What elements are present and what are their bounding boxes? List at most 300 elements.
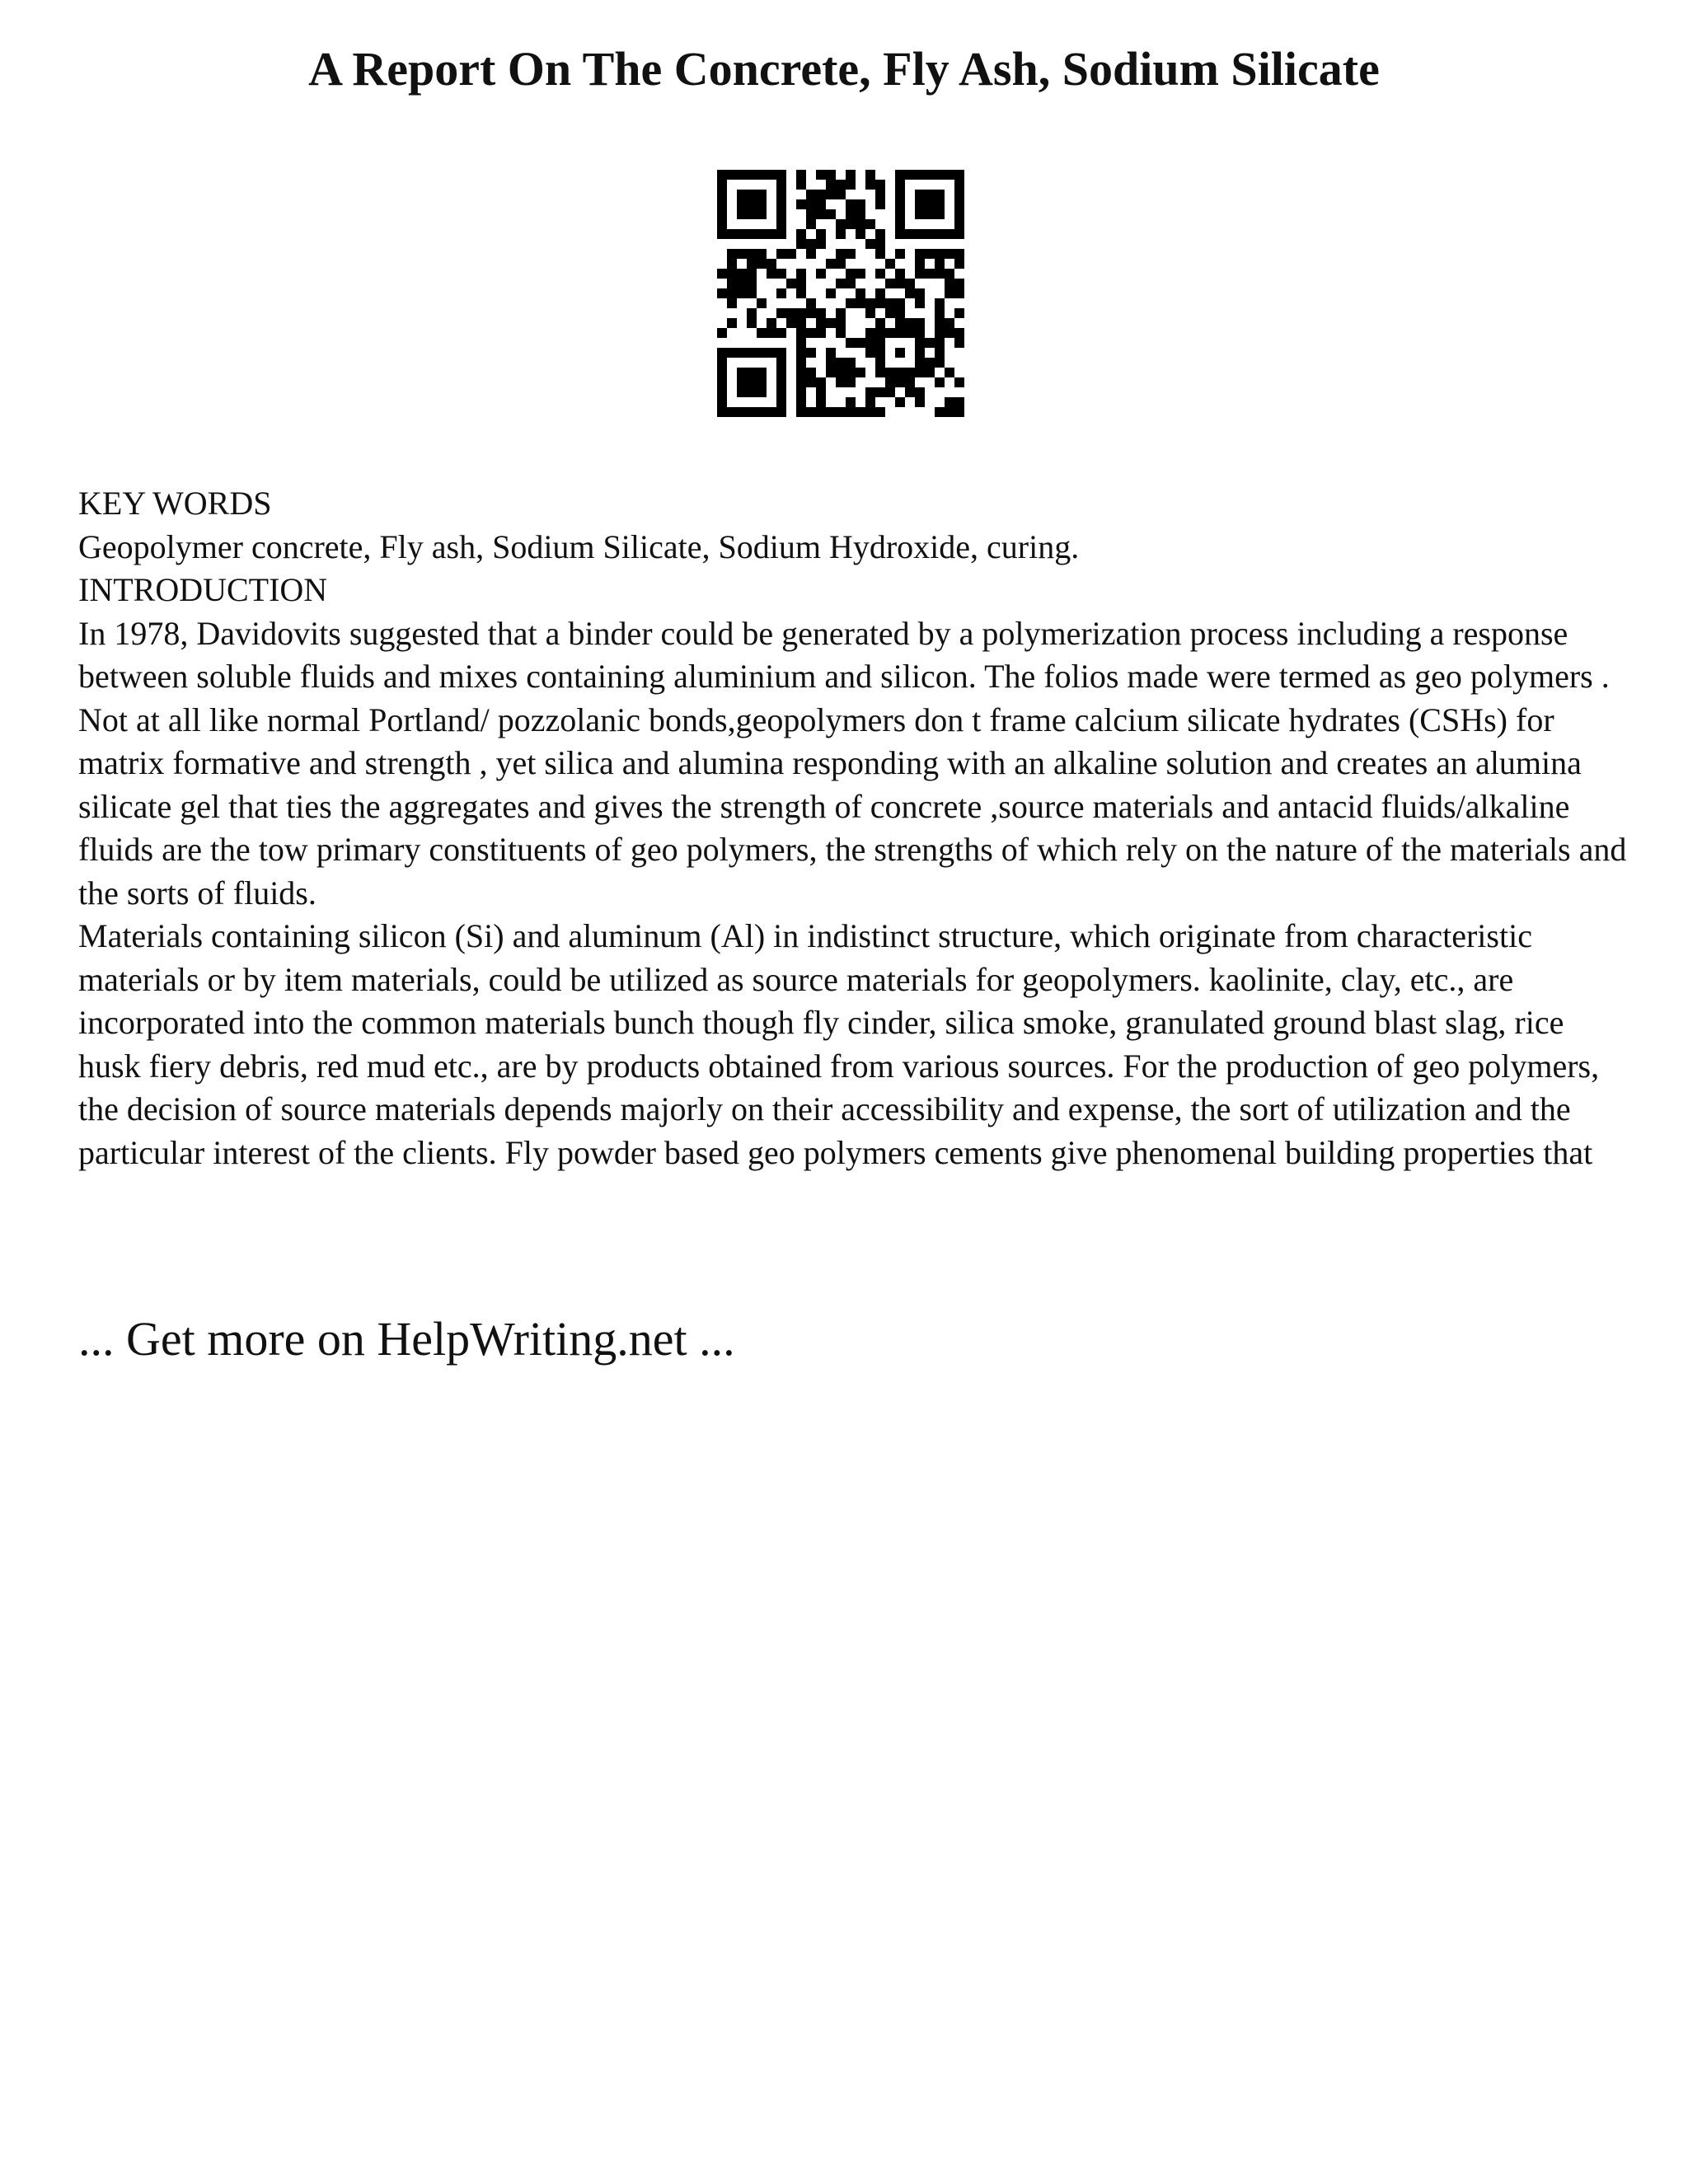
qr-module [915, 209, 925, 219]
qr-module [875, 229, 885, 239]
qr-module [935, 170, 945, 180]
qr-module [945, 279, 954, 288]
qr-module [757, 249, 767, 259]
qr-module [915, 368, 925, 377]
qr-module [895, 199, 905, 209]
qr-module [806, 368, 816, 377]
qr-module [915, 338, 925, 348]
qr-module [776, 269, 786, 279]
qr-module [816, 387, 826, 397]
qr-module [915, 348, 925, 358]
qr-module [895, 397, 905, 407]
qr-module [856, 407, 865, 417]
qr-module [776, 377, 786, 387]
qr-module [925, 358, 935, 368]
qr-module [796, 328, 806, 338]
qr-module [776, 358, 786, 368]
qr-module [747, 209, 757, 219]
qr-module [895, 209, 905, 219]
qr-module [905, 279, 915, 288]
qr-module [954, 279, 964, 288]
qr-module [885, 377, 895, 387]
qr-module [846, 269, 856, 279]
qr-module [776, 180, 786, 190]
qr-module [836, 368, 846, 377]
qr-module [727, 269, 737, 279]
qr-module [796, 308, 806, 318]
qr-module [935, 358, 945, 368]
qr-module [776, 328, 786, 338]
qr-module [757, 298, 767, 308]
qr-module [806, 219, 816, 229]
qr-module [895, 170, 905, 180]
qr-module [806, 407, 816, 417]
qr-module [935, 199, 945, 209]
qr-module [717, 269, 727, 279]
qr-module [915, 170, 925, 180]
qr-module [796, 239, 806, 249]
qr-module [836, 279, 846, 288]
qr-module [836, 318, 846, 328]
qr-module [796, 288, 806, 298]
qr-module [717, 288, 727, 298]
paragraph: Materials containing silicon (Si) and aluminum (Al) in indistinct structure, which originate from characteristic materials or by item materials, could be utilized as source materials for geopolymers. kaolinite, clay, etc., are incorporated into the common materials bunch though fly cinder, silica smoke, granulated ground blast slag, rice husk fiery debris, red mud etc., are by products obtained from various sources. For the production of geo polymers, the decision of source materials depends majorly on their accessibility and expense, the sort of utilization and the particular interest of the clients. Fly powder based geo polymers cements give phenomenal building properties that [78, 917, 1600, 1171]
qr-module [727, 407, 737, 417]
qr-module [945, 288, 954, 298]
qr-module [757, 209, 767, 219]
qr-module [875, 249, 885, 259]
qr-module [826, 190, 836, 199]
qr-module [806, 239, 816, 249]
qr-module [826, 407, 836, 417]
qr-module [954, 180, 964, 190]
qr-module [856, 298, 865, 308]
qr-module [925, 190, 935, 199]
qr-module [945, 407, 954, 417]
qr-module [747, 190, 757, 199]
qr-module [865, 348, 875, 358]
qr-module [935, 269, 945, 279]
qr-module [806, 298, 816, 308]
qr-module [856, 368, 865, 377]
qr-module [846, 397, 856, 407]
qr-module [776, 170, 786, 180]
qr-module [737, 348, 747, 358]
qr-module [915, 190, 925, 199]
qr-module [846, 368, 856, 377]
qr-module [954, 259, 964, 269]
qr-module [865, 180, 875, 190]
qr-module [737, 249, 747, 259]
qr-module [935, 249, 945, 259]
qr-module [776, 308, 786, 318]
qr-module [954, 190, 964, 199]
qr-module [954, 170, 964, 180]
qr-module [776, 229, 786, 239]
qr-module [915, 397, 925, 407]
qr-module [757, 407, 767, 417]
qr-module [737, 279, 747, 288]
qr-module [865, 338, 875, 348]
qr-module [737, 407, 747, 417]
qr-module [836, 249, 846, 259]
qr-module [747, 279, 757, 288]
qr-module [935, 229, 945, 239]
qr-module [915, 358, 925, 368]
qr-module [935, 328, 945, 338]
qr-module [757, 387, 767, 397]
qr-module [747, 170, 757, 180]
qr-module [836, 259, 846, 269]
qr-module [875, 318, 885, 328]
qr-module [915, 229, 925, 239]
qr-module [875, 368, 885, 377]
qr-module [776, 199, 786, 209]
qr-module [776, 288, 786, 298]
qr-module [875, 407, 885, 417]
qr-module [875, 298, 885, 308]
qr-module [737, 288, 747, 298]
qr-module [836, 308, 846, 318]
qr-module [767, 348, 776, 358]
qr-code-graphic [717, 170, 964, 417]
qr-module [796, 199, 806, 209]
qr-module [846, 180, 856, 190]
qr-module [856, 269, 865, 279]
qr-module [846, 407, 856, 417]
qr-module [776, 249, 786, 259]
qr-module [836, 219, 846, 229]
qr-module [776, 209, 786, 219]
qr-module [954, 397, 964, 407]
qr-module [915, 249, 925, 259]
qr-module [717, 180, 727, 190]
qr-module [895, 190, 905, 199]
qr-module [757, 328, 767, 338]
qr-module [954, 199, 964, 209]
qr-module [875, 387, 885, 397]
qr-module [806, 308, 816, 318]
qr-module [816, 209, 826, 219]
qr-module [865, 170, 875, 180]
qr-module [885, 387, 895, 397]
qr-module [875, 199, 885, 209]
qr-module [717, 387, 727, 397]
qr-module [737, 368, 747, 377]
qr-module [796, 269, 806, 279]
qr-module [856, 288, 865, 298]
qr-module [767, 269, 776, 279]
qr-module [846, 377, 856, 387]
qr-module [747, 199, 757, 209]
qr-module [717, 348, 727, 358]
qr-module [856, 338, 865, 348]
qr-module [767, 229, 776, 239]
qr-module [826, 368, 836, 377]
qr-module [796, 229, 806, 239]
qr-module [816, 269, 826, 279]
qr-module [717, 377, 727, 387]
qr-module [935, 338, 945, 348]
qr-module [796, 387, 806, 397]
qr-module [865, 308, 875, 318]
qr-module [796, 279, 806, 288]
qr-module [915, 387, 925, 397]
qr-module [826, 180, 836, 190]
qr-module [925, 249, 935, 259]
qr-module [925, 368, 935, 377]
qr-module [767, 170, 776, 180]
qr-module [905, 377, 915, 387]
qr-module [747, 368, 757, 377]
qr-module [806, 199, 816, 209]
qr-module [846, 209, 856, 219]
qr-module [747, 229, 757, 239]
qr-module [925, 209, 935, 219]
qr-module [935, 407, 945, 417]
qr-module [885, 368, 895, 377]
qr-module [954, 407, 964, 417]
qr-module [945, 229, 954, 239]
qr-module [826, 288, 836, 298]
qr-module [846, 358, 856, 368]
qr-module [806, 190, 816, 199]
qr-module [816, 318, 826, 328]
qr-module [757, 348, 767, 358]
qr-module [915, 288, 925, 298]
qr-module [935, 318, 945, 328]
qr-module [717, 407, 727, 417]
qr-module [816, 397, 826, 407]
qr-module [945, 328, 954, 338]
qr-module [796, 180, 806, 190]
qr-module [954, 328, 964, 338]
qr-module [875, 328, 885, 338]
qr-module [816, 199, 826, 209]
qr-module [875, 239, 885, 249]
qr-module [885, 298, 895, 308]
qr-module [935, 209, 945, 219]
qr-module [826, 259, 836, 269]
qr-module [925, 229, 935, 239]
qr-module [875, 269, 885, 279]
qr-module [796, 397, 806, 407]
qr-module [945, 249, 954, 259]
qr-module [846, 279, 856, 288]
qr-module [747, 249, 757, 259]
qr-module [935, 298, 945, 308]
qr-module [816, 170, 826, 180]
qr-module [915, 298, 925, 308]
qr-module [836, 328, 846, 338]
qr-module [757, 190, 767, 199]
qr-module [865, 387, 875, 397]
qr-module [895, 279, 905, 288]
qr-module [776, 407, 786, 417]
qr-module [954, 338, 964, 348]
qr-module [796, 368, 806, 377]
qr-module [875, 338, 885, 348]
qr-module [895, 298, 905, 308]
paragraph: In 1978, Davidovits suggested that a binder could be generated by a polymerization process including a response between soluble fluids and mixes containing aluminium and silicon. The folios made were termed as geo polymers . Not at all like normal Portland/ pozzolanic bonds,geopolymers don t frame calcium silicate hydrates (CSHs) for matrix formative and strength , yet silica and alumina responding with an alkaline solution and creates an alumina silicate gel that ties the aggregates and gives the strength of concrete ,source materials and antacid fluids/alkaline fluids are the tow primary constituents of geo polymers, the strengths of which rely on the nature of the materials and the sorts of fluids. [78, 614, 1627, 912]
qr-module [865, 328, 875, 338]
qr-module [806, 348, 816, 358]
qr-module [895, 269, 905, 279]
qr-module [737, 387, 747, 397]
qr-module [865, 239, 875, 249]
qr-module [747, 269, 757, 279]
qr-module [954, 308, 964, 318]
qr-module [846, 170, 856, 180]
qr-module [806, 209, 816, 219]
qr-module [945, 397, 954, 407]
get-more-link[interactable]: ... Get more on HelpWriting.net ... [78, 1312, 735, 1366]
qr-module [875, 190, 885, 199]
qr-module [954, 288, 964, 298]
qr-module [885, 279, 895, 288]
qr-module [875, 180, 885, 190]
qr-module [915, 199, 925, 209]
document-title: A Report On The Concrete, Fly Ash, Sodium Silicate [308, 42, 1380, 96]
qr-module [717, 368, 727, 377]
qr-module [816, 328, 826, 338]
qr-module [796, 318, 806, 328]
qr-module [717, 397, 727, 407]
qr-module [727, 288, 737, 298]
qr-module [954, 229, 964, 239]
document-body [78, 482, 1628, 1174]
qr-module [796, 170, 806, 180]
qr-module [717, 190, 727, 199]
qr-module [846, 249, 856, 259]
qr-module [757, 377, 767, 387]
qr-module [905, 368, 915, 377]
qr-module [757, 199, 767, 209]
qr-module [856, 229, 865, 239]
qr-module [954, 249, 964, 259]
qr-module [757, 229, 767, 239]
qr-module [727, 229, 737, 239]
qr-module [747, 407, 757, 417]
qr-module [935, 190, 945, 199]
introduction-heading: INTRODUCTION [78, 571, 328, 608]
qr-module [915, 318, 925, 328]
qr-module [836, 407, 846, 417]
qr-module [776, 397, 786, 407]
qr-module [816, 239, 826, 249]
qr-module [856, 199, 865, 209]
qr-module [945, 318, 954, 328]
qr-module [806, 249, 816, 259]
qr-module [776, 190, 786, 199]
qr-module [776, 219, 786, 229]
qr-module [717, 219, 727, 229]
qr-module [895, 229, 905, 239]
qr-module [836, 229, 846, 239]
qr-module [767, 259, 776, 269]
qr-module [757, 259, 767, 269]
qr-module [915, 328, 925, 338]
qr-module [895, 368, 905, 377]
qr-module [717, 199, 727, 209]
qr-module [747, 348, 757, 358]
qr-module [954, 209, 964, 219]
qr-module [895, 308, 905, 318]
qr-module [875, 348, 885, 358]
qr-module [875, 358, 885, 368]
qr-module [816, 190, 826, 199]
qr-module [935, 259, 945, 269]
qr-module [925, 338, 935, 348]
qr-module [806, 377, 816, 387]
qr-module [786, 308, 796, 318]
qr-module [885, 259, 895, 269]
qr-module [737, 190, 747, 199]
qr-module [836, 190, 846, 199]
qr-module [865, 219, 875, 229]
qr-module [727, 348, 737, 358]
qr-module [796, 377, 806, 387]
qr-module [905, 288, 915, 298]
qr-module [717, 170, 727, 180]
qr-module [895, 348, 905, 358]
qr-module [925, 170, 935, 180]
qr-module [747, 308, 757, 318]
qr-module [727, 170, 737, 180]
qr-module [717, 229, 727, 239]
qr-module [796, 358, 806, 368]
qr-module [895, 328, 905, 338]
qr-module [727, 249, 737, 259]
qr-module [865, 407, 875, 417]
qr-module [935, 348, 945, 358]
qr-module [925, 269, 935, 279]
qr-module [846, 298, 856, 308]
qr-module [935, 377, 945, 387]
qr-module [717, 358, 727, 368]
qr-module [767, 328, 776, 338]
qr-module [895, 249, 905, 259]
qr-module [747, 387, 757, 397]
qr-module [895, 180, 905, 190]
qr-module [796, 407, 806, 417]
qr-module [727, 259, 737, 269]
qr-module [737, 229, 747, 239]
qr-module [865, 298, 875, 308]
qr-code-icon [717, 170, 964, 417]
qr-module [954, 219, 964, 229]
qr-module [776, 368, 786, 377]
qr-module [935, 308, 945, 318]
qr-module [905, 170, 915, 180]
qr-module [846, 199, 856, 209]
qr-module [757, 368, 767, 377]
qr-module [737, 269, 747, 279]
qr-module [846, 338, 856, 348]
qr-module [727, 279, 737, 288]
qr-module [786, 249, 796, 259]
qr-module [895, 377, 905, 387]
qr-module [905, 328, 915, 338]
qr-module [816, 377, 826, 387]
qr-module [747, 288, 757, 298]
qr-module [737, 377, 747, 387]
qr-module [816, 407, 826, 417]
qr-module [885, 328, 895, 338]
qr-module [727, 298, 737, 308]
qr-module [836, 377, 846, 387]
qr-module [786, 318, 796, 328]
